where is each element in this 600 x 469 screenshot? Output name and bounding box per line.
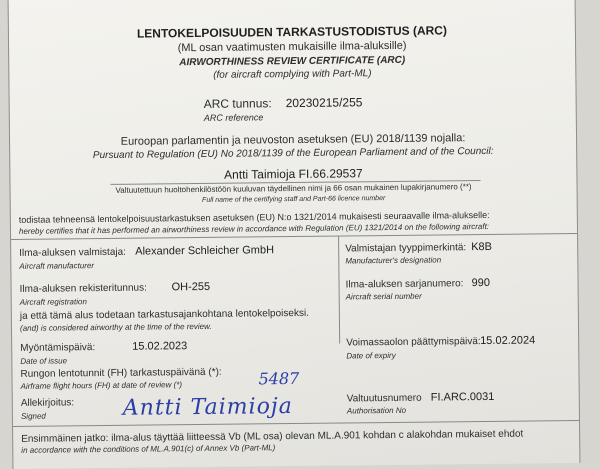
extension-text-en: in accordance with the conditions of ML.A.901(c) of Annex Vb (Part-ML) xyxy=(21,443,276,455)
table-bottom-border xyxy=(13,420,579,427)
expiry-date-label: Voimassaolon päättymispäivä: xyxy=(346,336,481,349)
signature-label: Allekirjoitus: xyxy=(20,397,75,409)
manufacturer-value: Alexander Schleicher GmbH xyxy=(135,244,275,258)
serial-number-label-en: Aircraft serial number xyxy=(345,291,422,302)
certificate-subtitle-en: (for aircraft complying with Part-ML) xyxy=(213,68,372,81)
extension-text: Ensimmäinen jatko: ilma-alus täyttää liitteessä Vb (ML osa) olevan ML.A.901 kohdan c alakohdan mukaiset ehdot xyxy=(21,428,524,445)
issue-date-label-en: Date of issue xyxy=(20,356,68,366)
serial-number-value: 990 xyxy=(471,276,490,290)
arc-reference-value: 20230215/255 xyxy=(285,95,363,111)
issue-date-label: Myöntämispäivä: xyxy=(20,342,96,354)
flight-hours-label: Rungon lentotunnit (FH) tarkastuspäivänä (*): xyxy=(20,366,222,380)
arc-reference-label-en: ARC reference xyxy=(203,112,264,123)
certifying-staff-label-en: Full name of the certifying staff and Part-66 licence number xyxy=(201,195,386,204)
designation-label-en: Manufacturer's designation xyxy=(345,255,442,266)
manufacturer-label-en: Aircraft manufacturer xyxy=(19,261,95,271)
authorisation-label-en: Authorisation No xyxy=(346,405,407,416)
registration-label-en: Aircraft registration xyxy=(19,297,87,307)
certificate-title: LENTOKELPOISUUDEN TARKASTUSTODISTUS (ARC) xyxy=(136,23,447,41)
manufacturer-label: Ilma-aluksen valmistaja: xyxy=(19,246,126,259)
serial-number-label: Ilma-aluksen sarjanumero: xyxy=(345,278,464,291)
table-divider xyxy=(338,236,340,344)
airworthy-statement-en: (and) is considered airworthy at the time of the review. xyxy=(19,321,212,333)
regulation-text-en: Pursuant to Regulation (EU) No 2018/1139 of the European Parliament and of the Council: xyxy=(92,145,494,162)
certificate-subtitle: (ML osan vaatimusten mukaisille ilma-aluksille) xyxy=(177,39,407,55)
registration-value: OH-255 xyxy=(171,280,211,294)
signature-handwritten: Antti Taimioja xyxy=(122,394,293,421)
declaration-text-en: hereby certifies that it has performed an airworthiness review in accordance with Regulation (EU) 1321/2014 on the following aircraft: xyxy=(18,221,490,236)
arc-reference-label: ARC tunnus: xyxy=(203,96,272,111)
certificate-title-en: AIRWORTHINESS REVIEW CERTIFICATE (ARC) xyxy=(179,54,406,69)
issue-date-value: 15.02.2023 xyxy=(132,340,188,353)
flight-hours-label-en: Airframe flight hours (FH) at date of review (*) xyxy=(20,380,183,391)
certifying-staff-value: Antti Taimioja FI.66.29537 xyxy=(224,166,363,182)
declaration-text: todistaa tehneensä lentokelpoisuustarkastuksen asetuksen (EU) N:o 1321/2014 mukaisesti seuraavalle ilma-alukselle: xyxy=(18,209,490,225)
expiry-date-label-en: Date of expiry xyxy=(346,350,396,361)
signature-label-en: Signed xyxy=(20,411,46,421)
designation-value: K8B xyxy=(471,240,493,254)
regulation-text: Euroopan parlamentin ja neuvoston asetuksen (EU) 2018/1139 nojalla: xyxy=(120,132,466,148)
expiry-date-value: 15.02.2024 xyxy=(480,334,536,348)
certificate-sheet xyxy=(8,0,581,469)
designation-label: Valmistajan tyyppimerkintä: xyxy=(345,242,467,255)
flight-hours-value: 5487 xyxy=(258,368,300,389)
airworthy-statement: ja että tämä alus todetaan tarkastusajankohtana lentokelpoiseksi. xyxy=(19,307,309,322)
certifying-staff-label: Valtuutettuun huoltohenkilöstöön kuuluvan täydellinen nimi ja 66 osan mukainen lupakirjanumero (**) xyxy=(115,182,472,195)
registration-label: Ilma-aluksen rekisteritunnus: xyxy=(19,282,147,295)
authorisation-label: Valtuutusnumero xyxy=(346,392,422,405)
authorisation-value: FI.ARC.0031 xyxy=(430,390,495,404)
